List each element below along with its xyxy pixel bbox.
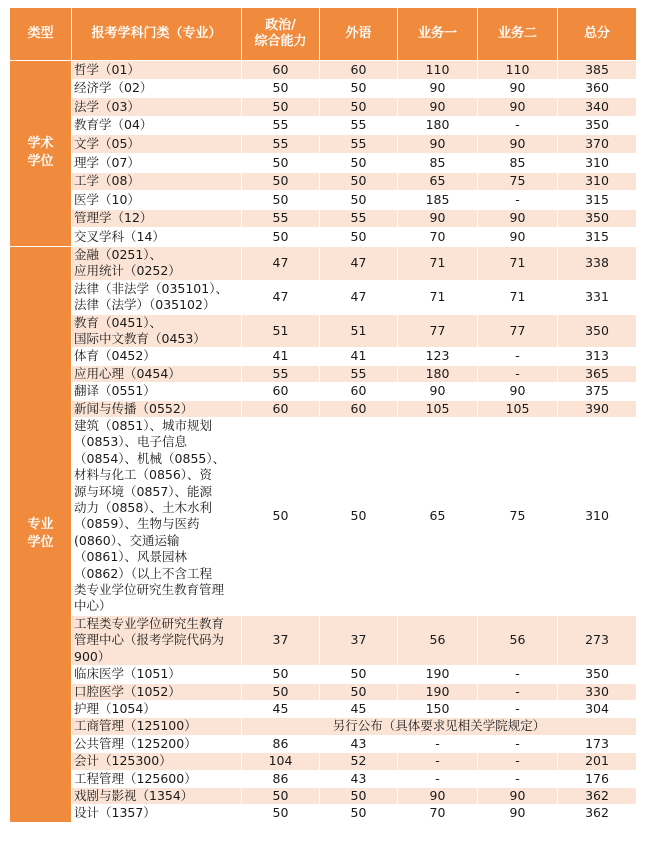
score-politics: 50 <box>242 79 320 98</box>
score-total: 350 <box>558 209 637 228</box>
score-politics: 55 <box>242 365 320 382</box>
score-total: 385 <box>558 61 637 80</box>
score-course1: - <box>398 735 478 752</box>
subject-name: 设计（1357） <box>72 805 242 822</box>
subject-name: 工程类专业学位研究生教育 管理中心（报考学院代码为 900） <box>72 615 242 665</box>
score-course2: - <box>478 770 558 787</box>
table-row <box>10 172 637 191</box>
table-row <box>10 787 637 804</box>
score-foreign: 47 <box>320 280 398 314</box>
score-total: 338 <box>558 246 637 280</box>
score-course2: 85 <box>478 153 558 172</box>
score-course2: 75 <box>478 172 558 191</box>
header-row <box>10 8 637 61</box>
table-row <box>10 79 637 98</box>
score-foreign: 50 <box>320 418 398 616</box>
subject-name: 新闻与传播（0552） <box>72 400 242 417</box>
score-foreign: 55 <box>320 209 398 228</box>
score-politics: 55 <box>242 209 320 228</box>
score-course2: 75 <box>478 418 558 616</box>
score-foreign: 50 <box>320 228 398 247</box>
score-politics: 60 <box>242 61 320 80</box>
score-course2: 105 <box>478 400 558 417</box>
table-row <box>10 700 637 717</box>
table-row <box>10 718 637 735</box>
score-foreign: 45 <box>320 700 398 717</box>
score-foreign: 47 <box>320 246 398 280</box>
score-total: 370 <box>558 135 637 154</box>
score-total: 365 <box>558 365 637 382</box>
subject-name: 法学（03） <box>72 98 242 117</box>
subject-name: 公共管理（125200） <box>72 735 242 752</box>
score-politics: 41 <box>242 348 320 365</box>
table-row <box>10 683 637 700</box>
score-politics: 37 <box>242 615 320 665</box>
header-politics: 政治/ 综合能力 <box>242 8 320 61</box>
score-foreign: 52 <box>320 753 398 770</box>
subject-name: 工商管理（125100） <box>72 718 242 735</box>
score-foreign: 50 <box>320 98 398 117</box>
subject-name: 法律（非法学（035101）、 法律（法学）（035102） <box>72 280 242 314</box>
score-foreign: 50 <box>320 666 398 683</box>
score-total: 360 <box>558 79 637 98</box>
table-row <box>10 666 637 683</box>
score-course2: 90 <box>478 135 558 154</box>
score-course2: - <box>478 191 558 210</box>
subject-name: 管理学（12） <box>72 209 242 228</box>
score-foreign: 50 <box>320 79 398 98</box>
subject-name: 应用心理（0454） <box>72 365 242 382</box>
subject-name: 理学（07） <box>72 153 242 172</box>
score-politics: 55 <box>242 116 320 135</box>
score-total: 304 <box>558 700 637 717</box>
subject-name: 文学（05） <box>72 135 242 154</box>
score-course1: 90 <box>398 98 478 117</box>
table-row <box>10 753 637 770</box>
score-course1: 105 <box>398 400 478 417</box>
score-total: 390 <box>558 400 637 417</box>
score-course1: 190 <box>398 666 478 683</box>
score-course2: - <box>478 116 558 135</box>
score-course1: 123 <box>398 348 478 365</box>
table-row <box>10 209 637 228</box>
subject-name: 会计（125300） <box>72 753 242 770</box>
score-course1: 185 <box>398 191 478 210</box>
subject-name: 临床医学（1051） <box>72 666 242 683</box>
table-row <box>10 400 637 417</box>
table-row <box>10 153 637 172</box>
score-course1: 110 <box>398 61 478 80</box>
score-course1: 180 <box>398 365 478 382</box>
subject-name: 医学（10） <box>72 191 242 210</box>
table-row <box>10 61 637 80</box>
table-row <box>10 98 637 117</box>
score-total: 310 <box>558 418 637 616</box>
score-course1: 71 <box>398 246 478 280</box>
header-total: 总分 <box>558 8 637 61</box>
score-total: 201 <box>558 753 637 770</box>
score-politics: 50 <box>242 172 320 191</box>
score-course1: 90 <box>398 209 478 228</box>
score-total: 173 <box>558 735 637 752</box>
score-course1: 90 <box>398 79 478 98</box>
score-politics: 50 <box>242 153 320 172</box>
score-course1: 70 <box>398 805 478 822</box>
score-course2: 90 <box>478 209 558 228</box>
score-course2: - <box>478 666 558 683</box>
score-foreign: 50 <box>320 153 398 172</box>
score-course2: 56 <box>478 615 558 665</box>
score-politics: 47 <box>242 280 320 314</box>
score-course1: 65 <box>398 418 478 616</box>
score-politics: 50 <box>242 683 320 700</box>
table-row <box>10 805 637 822</box>
table-row <box>10 314 637 348</box>
score-politics: 50 <box>242 418 320 616</box>
score-foreign: 50 <box>320 805 398 822</box>
score-foreign: 60 <box>320 61 398 80</box>
score-course2: 90 <box>478 787 558 804</box>
score-foreign: 60 <box>320 383 398 400</box>
score-politics: 50 <box>242 191 320 210</box>
subject-name: 经济学（02） <box>72 79 242 98</box>
score-foreign: 50 <box>320 191 398 210</box>
subject-name: 翻译（0551） <box>72 383 242 400</box>
score-total: 310 <box>558 172 637 191</box>
subject-name: 护理（1054） <box>72 700 242 717</box>
score-politics: 50 <box>242 805 320 822</box>
subject-name: 哲学（01） <box>72 61 242 80</box>
score-total: 350 <box>558 666 637 683</box>
score-course1: 190 <box>398 683 478 700</box>
score-course1: 77 <box>398 314 478 348</box>
table-row <box>10 615 637 665</box>
score-total: 315 <box>558 191 637 210</box>
score-course1: 90 <box>398 787 478 804</box>
score-total: 315 <box>558 228 637 247</box>
score-course2: - <box>478 735 558 752</box>
table-row <box>10 191 637 210</box>
score-politics: 60 <box>242 383 320 400</box>
header-course2: 业务二 <box>478 8 558 61</box>
score-politics: 50 <box>242 98 320 117</box>
subject-name: 工学（08） <box>72 172 242 191</box>
subject-name: 建筑（0851）、城市规划 （0853）、电子信息 （0854）、机械（0855）、 材料与化工（0856）、资 源与环境（0857）、能源 动力（0858）、土木水利 （0859）、生物与医药 (0860）、交通运输 （0861）、风景园林 （0862）（以上不含工程 类专业学位研究生教育管理 中心） <box>72 418 242 616</box>
subject-name: 戏剧与影视（1354） <box>72 787 242 804</box>
header-type: 类型 <box>10 8 72 61</box>
table-row <box>10 348 637 365</box>
score-course1: 90 <box>398 135 478 154</box>
score-foreign: 55 <box>320 135 398 154</box>
academic-type-label: 学术 学位 <box>10 61 72 247</box>
score-course2: 71 <box>478 280 558 314</box>
score-course2: 77 <box>478 314 558 348</box>
score-course1: 56 <box>398 615 478 665</box>
table-row <box>10 770 637 787</box>
score-course2: 90 <box>478 805 558 822</box>
score-course1: 65 <box>398 172 478 191</box>
score-course2: - <box>478 683 558 700</box>
score-foreign: 43 <box>320 735 398 752</box>
subject-name: 教育学（04） <box>72 116 242 135</box>
score-merged-note: 另行公布（具体要求见相关学院规定） <box>242 718 637 735</box>
score-foreign: 50 <box>320 683 398 700</box>
score-course1: 90 <box>398 383 478 400</box>
table-row <box>10 246 637 280</box>
score-total: 331 <box>558 280 637 314</box>
score-course2: 90 <box>478 383 558 400</box>
score-course2: 90 <box>478 98 558 117</box>
score-total: 176 <box>558 770 637 787</box>
score-foreign: 41 <box>320 348 398 365</box>
score-total: 375 <box>558 383 637 400</box>
score-course2: 110 <box>478 61 558 80</box>
score-foreign: 55 <box>320 116 398 135</box>
score-course2: - <box>478 700 558 717</box>
score-total: 340 <box>558 98 637 117</box>
score-course2: - <box>478 348 558 365</box>
score-total: 273 <box>558 615 637 665</box>
table-row <box>10 735 637 752</box>
score-total: 310 <box>558 153 637 172</box>
score-course1: 71 <box>398 280 478 314</box>
header-foreign: 外语 <box>320 8 398 61</box>
score-course1: - <box>398 770 478 787</box>
score-politics: 55 <box>242 135 320 154</box>
score-total: 350 <box>558 314 637 348</box>
score-politics: 86 <box>242 735 320 752</box>
score-politics: 50 <box>242 787 320 804</box>
table-row <box>10 228 637 247</box>
header-course1: 业务一 <box>398 8 478 61</box>
subject-name: 教育（0451）、 国际中文教育（0453） <box>72 314 242 348</box>
subject-name: 体育（0452） <box>72 348 242 365</box>
score-course2: 90 <box>478 228 558 247</box>
score-course2: - <box>478 753 558 770</box>
score-course1: 180 <box>398 116 478 135</box>
table-row <box>10 116 637 135</box>
table-row <box>10 418 637 616</box>
score-course1: - <box>398 753 478 770</box>
score-course1: 85 <box>398 153 478 172</box>
subject-name: 口腔医学（1052） <box>72 683 242 700</box>
score-politics: 86 <box>242 770 320 787</box>
professional-type-label: 专业 学位 <box>10 246 72 822</box>
score-politics: 45 <box>242 700 320 717</box>
score-course1: 70 <box>398 228 478 247</box>
score-politics: 50 <box>242 228 320 247</box>
score-total: 313 <box>558 348 637 365</box>
header-subject: 报考学科门类（专业） <box>72 8 242 61</box>
score-politics: 50 <box>242 666 320 683</box>
score-foreign: 50 <box>320 787 398 804</box>
score-politics: 104 <box>242 753 320 770</box>
score-total: 362 <box>558 805 637 822</box>
subject-name: 金融（0251）、 应用统计（0252） <box>72 246 242 280</box>
score-course2: - <box>478 365 558 382</box>
score-politics: 51 <box>242 314 320 348</box>
score-total: 330 <box>558 683 637 700</box>
table-row <box>10 280 637 314</box>
score-politics: 47 <box>242 246 320 280</box>
subject-name: 工程管理（125600） <box>72 770 242 787</box>
score-foreign: 43 <box>320 770 398 787</box>
table-row <box>10 383 637 400</box>
score-total: 350 <box>558 116 637 135</box>
score-course1: 150 <box>398 700 478 717</box>
subject-name: 交叉学科（14） <box>72 228 242 247</box>
score-course2: 90 <box>478 79 558 98</box>
score-total: 362 <box>558 787 637 804</box>
table-row <box>10 365 637 382</box>
score-foreign: 51 <box>320 314 398 348</box>
score-politics: 60 <box>242 400 320 417</box>
score-foreign: 55 <box>320 365 398 382</box>
score-course2: 71 <box>478 246 558 280</box>
score-foreign: 60 <box>320 400 398 417</box>
score-foreign: 37 <box>320 615 398 665</box>
table-row <box>10 135 637 154</box>
score-table <box>9 7 637 823</box>
score-foreign: 50 <box>320 172 398 191</box>
